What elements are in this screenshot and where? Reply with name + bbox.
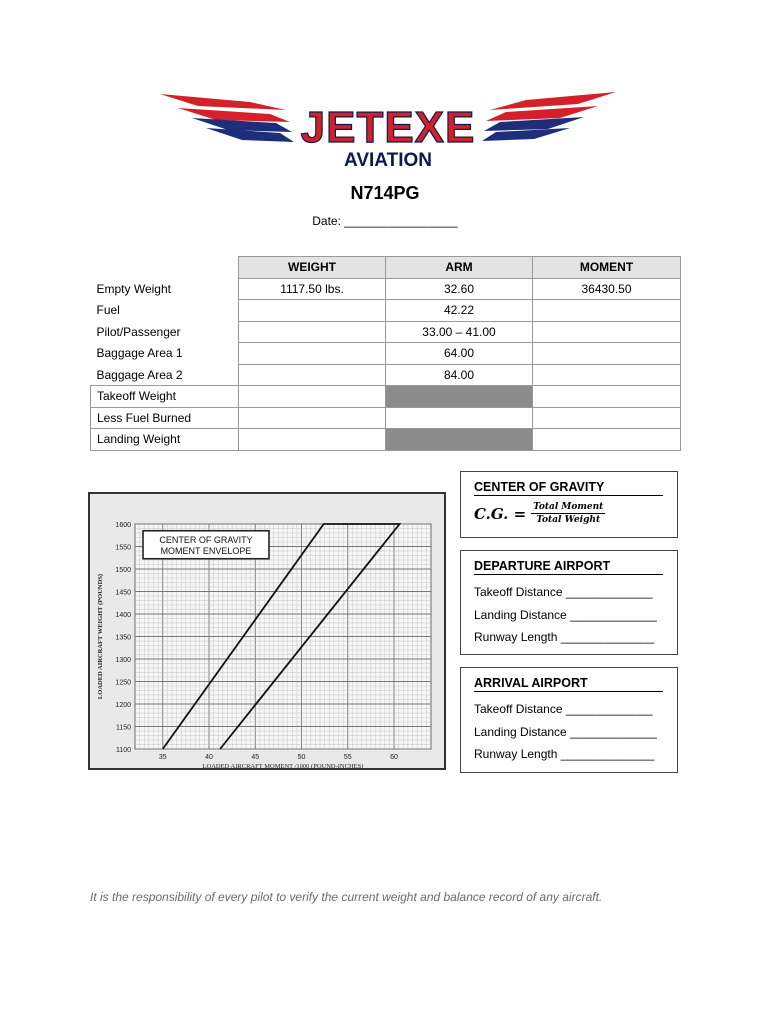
weight-cell[interactable] [239,300,386,322]
weight-cell[interactable]: 1117.50 lbs. [239,278,386,300]
x-tick-label: 45 [251,754,260,761]
left-wing-icon [160,94,294,142]
moment-header: MOMENT [533,257,681,279]
moment-cell[interactable] [533,407,681,429]
y-tick-label: 1350 [115,634,131,642]
weight-cell[interactable] [239,321,386,343]
y-tick-label: 1150 [115,724,131,732]
table-row [91,300,681,322]
arm-cell: 42.22 [386,300,533,322]
weight-cell[interactable] [239,343,386,365]
y-tick-label: 1550 [115,544,131,552]
departure-landing-distance-field[interactable]: Landing Distance _____________ [474,607,657,622]
cg-envelope-chart [90,494,444,768]
cg-formula [474,502,663,525]
chart-title-line1: CENTER OF GRAVITY [159,534,253,545]
moment-cell[interactable] [533,364,681,386]
cg-numerator: Total Moment [533,502,604,512]
row-label: Pilot/Passenger [96,324,181,339]
x-tick-label: 35 [158,754,167,761]
y-tick-label: 1100 [115,747,131,754]
departure-runway-length-field[interactable]: Runway Length ______________ [474,630,655,644]
row-label: Landing Weight [91,429,239,451]
right-wing-icon [482,92,616,141]
arrival-takeoff-distance-field[interactable]: Takeoff Distance _____________ [474,702,653,716]
weight-balance-table [90,256,681,451]
weight-header: WEIGHT [239,257,386,279]
y-tick-label: 1600 [115,522,131,529]
moment-cell[interactable]: 36430.50 [533,278,681,300]
arrival-box-title: ARRIVAL AIRPORT [474,676,663,692]
x-tick-label: 55 [343,754,352,761]
weight-cell[interactable] [239,386,386,408]
table-row [91,364,681,386]
row-label: Fuel [96,303,120,318]
cg-denominator: Total Weight [536,515,601,525]
chart-title-line2: MOMENT ENVELOPE [160,545,252,556]
arrival-airport-box [460,667,678,773]
cg-envelope-chart-frame [88,492,446,770]
weight-cell[interactable] [239,429,386,451]
y-tick-label: 1450 [115,589,131,597]
cg-formula-lhs: C.G. = [474,504,527,523]
table-row [91,429,681,451]
departure-takeoff-distance-field[interactable]: Takeoff Distance _____________ [474,585,653,599]
arm-cell: 32.60 [386,278,533,300]
y-tick-label: 1200 [115,702,131,709]
center-of-gravity-box [460,471,678,538]
row-label: Takeoff Weight [91,386,239,408]
arrival-landing-distance-field[interactable]: Landing Distance _____________ [474,724,657,739]
footer-disclaimer: It is the responsibility of every pilot to verify the current weight and balance record of any aircraft. [90,890,603,904]
table-row [91,321,681,343]
table-row [91,278,681,300]
row-label: Baggage Area 2 [96,367,183,382]
weight-cell[interactable] [239,364,386,386]
row-label: Baggage Area 1 [96,346,183,361]
x-tick-label: 50 [297,754,306,761]
date-field[interactable]: Date: _________________ [312,214,458,228]
arm-cell [386,407,533,429]
row-label: Less Fuel Burned [91,407,239,429]
arm-cell: 33.00 – 41.00 [386,321,533,343]
moment-cell[interactable] [533,321,681,343]
logo-subtitle: AVIATION [344,150,432,170]
arm-cell-shaded [386,386,533,408]
arm-cell: 84.00 [386,364,533,386]
aircraft-registration-title: N714PG [350,183,420,203]
moment-cell[interactable] [533,386,681,408]
logo-wordmark: JETEXE [300,103,476,152]
x-tick-label: 60 [390,754,398,761]
row-label: Empty Weight [96,281,171,296]
arm-header: ARM [386,257,533,279]
departure-airport-box [460,550,678,655]
arm-cell-shaded [386,429,533,451]
departure-box-title: DEPARTURE AIRPORT [474,559,663,575]
table-header-row [91,257,681,279]
table-row [91,386,681,408]
cg-box-title: CENTER OF GRAVITY [474,480,663,496]
moment-cell[interactable] [533,343,681,365]
y-tick-label: 1300 [115,657,131,664]
x-axis-label: LOADED AIRCRAFT MOMENT /1000 (POUND-INCHES) [202,763,364,768]
cg-fraction [531,502,605,525]
moment-cell[interactable] [533,429,681,451]
arm-cell: 64.00 [386,343,533,365]
y-tick-label: 1250 [115,679,131,687]
arrival-runway-length-field[interactable]: Runway Length ______________ [474,747,655,761]
table-row [91,343,681,365]
y-axis-label: LOADED AIRCRAFT WEIGHT (POUNDS) [97,573,104,700]
weight-cell[interactable] [239,407,386,429]
y-tick-label: 1500 [115,567,131,574]
jetexe-aviation-logo [158,88,618,170]
x-tick-label: 40 [205,754,213,761]
table-row [91,407,681,429]
y-tick-label: 1400 [115,612,131,619]
moment-cell[interactable] [533,300,681,322]
